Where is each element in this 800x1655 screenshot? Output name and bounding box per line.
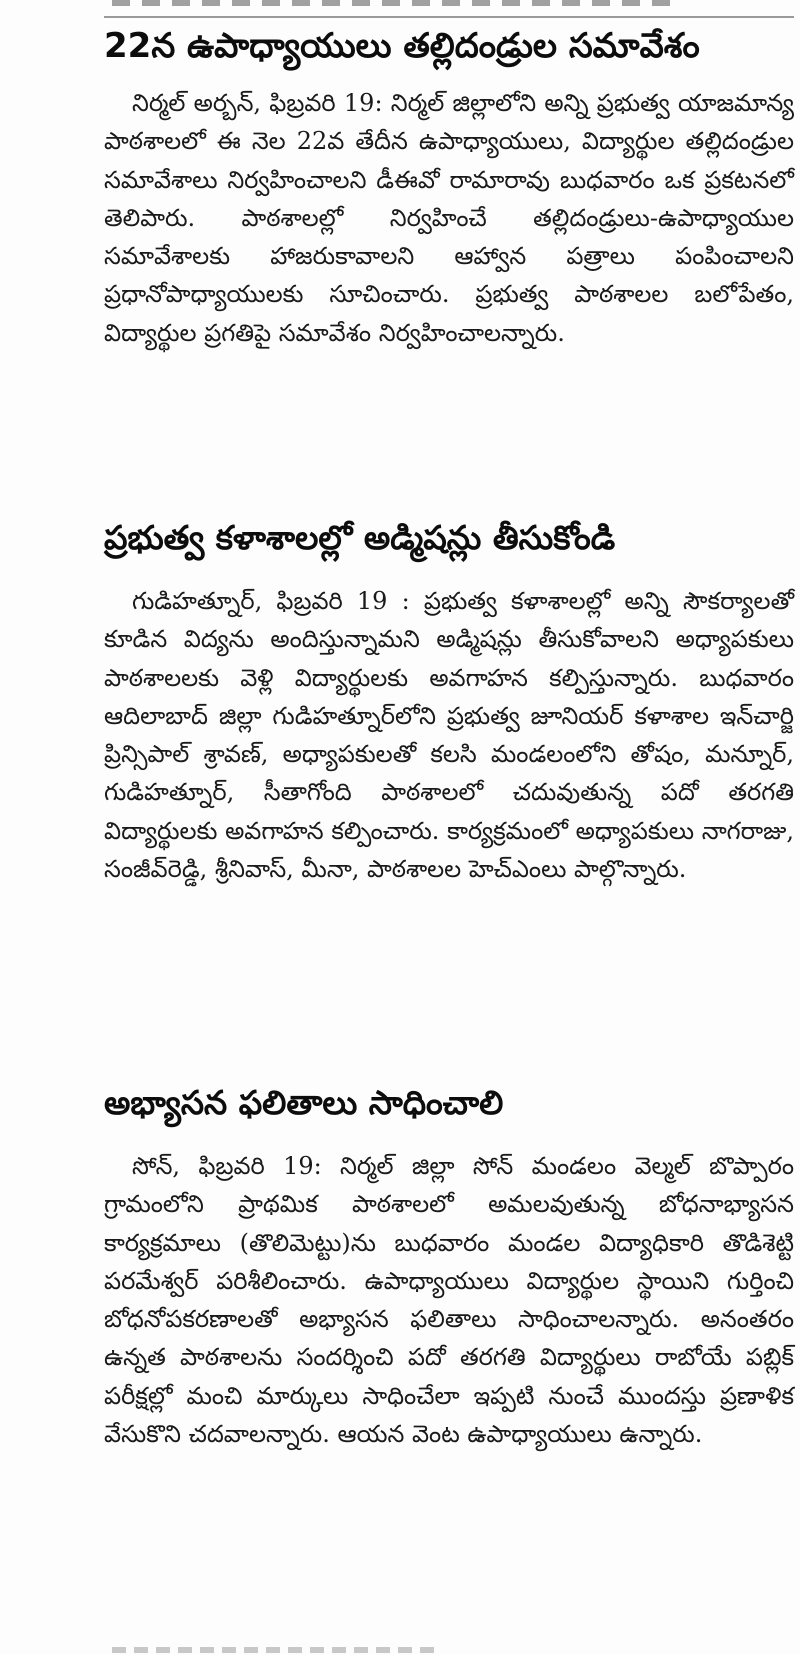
article-headline: అభ్యాసన ఫలితాలు సాధించాలి [104,1083,504,1122]
clipped-text-fragment-bottom [112,1647,442,1653]
article-body: గుడిహత్నూర్, ఫిబ్రవరి 19 : ప్రభుత్వ కళాశాలల్లో అన్ని సౌకర్యాలతో కూడిన విద్యను అందిస్తున్నామని అడ్మిషన్లు తీసుకోవాలని అధ్యాపకులు పాఠశాలలకు వెళ్లి విద్యార్థులకు అవగాహన కల్పిస్తున్నారు. బుధవారం ఆదిలాబాద్ జిల్లా గుడిహత్నూర్‌లోని ప్రభుత్వ జూనియర్ కళాశాల ఇన్‌చార్జి ప్రిన్సిపాల్ శ్రావణ్, అధ్యాపకులతో కలసి మండలంలోని తోషం, మన్నూర్, గుడిహత్నూర్, సీతాగోంది పాఠశాలలో చదువుతున్న పదో తరగతి విద్యార్థులకు అవగాహన కల్పించారు. కార్యక్రమంలో అధ్యాపకులు నాగరాజు, సంజీవ్‌రెడ్డి, శ్రీనివాస్, మీనా, పాఠశాలల హెచ్‌ఎంలు పాల్గొన్నారు. [104,587,794,884]
article-teachers-parents-meeting [104,28,794,352]
column-divider-rule [104,16,794,18]
article-headline: 22న ఉపాధ్యాయులు తల్లిదండ్రుల సమావేశం [104,26,700,66]
clipped-text-fragment-top [112,0,672,6]
article-learning-outcomes [104,1085,794,1453]
article-body: సోన్, ఫిబ్రవరి 19: నిర్మల్ జిల్లా సోన్ మండలం వెల్మల్ బొప్పారం గ్రామంలోని ప్రాథమిక పాఠశాలలో అమలవుతున్న బోధనాభ్యాసన కార్యక్రమాలు (తొలిమెట్టు)ను బుధవారం మండల విద్యాధికారి తొడిశెట్టి పరమేశ్వర్ పరిశీలించారు. ఉపాధ్యాయులు విద్యార్థుల స్థాయిని గుర్తించి బోధనోపకరణాలతో అభ్యాసన ఫలితాలు సాధించాలన్నారు. అనంతరం ఉన్నత పాఠశాలను సందర్శించి పదో తరగతి విద్యార్థులు రాబోయే పబ్లిక్ పరీక్షల్లో మంచి మార్కులు సాధించేలా ఇప్పటి నుంచే ముందస్తు ప్రణాళిక వేసుకొని చదవాలన్నారు. ఆయన వెంట ఉపాధ్యాయులు ఉన్నారు. [104,1152,794,1449]
article-body: నిర్మల్ అర్బన్, ఫిబ్రవరి 19: నిర్మల్ జిల్లాలోని అన్ని ప్రభుత్వ యాజమాన్య పాఠశాలలో ఈ నెల 22వ తేదీన ఉపాధ్యాయులు, విద్యార్థుల తల్లిదండ్రుల సమావేశాలు నిర్వహించాలని డీఈవో రామారావు బుధవారం ఒక ప్రకటనలో తెలిపారు. పాఠశాలల్లో నిర్వహించే తల్లిదండ్రులు-ఉపాధ్యాయుల సమావేశాలకు హాజరుకావాలని ఆహ్వాన పత్రాలు పంపించాలని ప్రధానోపాధ్యాయులకు సూచించారు. ప్రభుత్వ పాఠశాలల బలోపేతం, విద్యార్థుల ప్రగతిపై సమావేశం నిర్వహించాలన్నారు. [104,89,794,347]
article-headline: ప్రభుత్వ కళాశాలల్లో అడ్మిషన్లు తీసుకోండి [104,518,616,557]
article-government-college-admissions [104,520,794,888]
